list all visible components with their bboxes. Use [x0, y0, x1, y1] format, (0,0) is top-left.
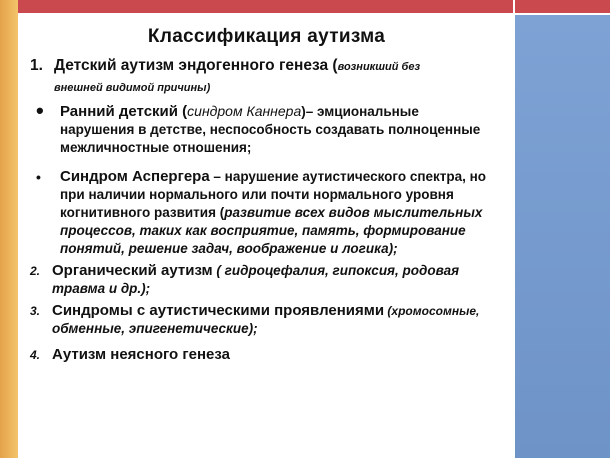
item-number: 4. — [30, 348, 41, 362]
item-heading: Органический аутизм — [52, 262, 213, 279]
item-text — [52, 302, 479, 338]
top-accent-bar — [18, 0, 515, 13]
item-tail-line2: травма и др.); — [52, 281, 151, 296]
item-number: 2. — [30, 264, 41, 278]
item-number: 1. — [30, 57, 43, 74]
item-line3: межличностные отношения; — [60, 140, 252, 155]
item-line3a: когнитивного развития ( — [60, 205, 225, 220]
item-line2: нарушения в детстве, неспособность создавать полноценные — [60, 122, 481, 137]
item-tail-line2: обменные, эпигенетические); — [52, 321, 258, 336]
item-tail-line1: ( гидроцефалия, гипоксия, родовая — [212, 263, 460, 278]
left-accent-bar — [0, 0, 18, 458]
item-text — [60, 168, 486, 258]
item-heading: Ранний детский ( — [60, 103, 188, 120]
item-line5: понятий, решение задач, воображение и логика); — [60, 241, 398, 256]
item-text — [60, 102, 480, 157]
item-heading-tail: )– эмциональные — [301, 104, 419, 119]
item-note: возникший без — [337, 61, 421, 73]
item-line3b: развитие всех видов мыслительных — [224, 205, 483, 220]
item-note-line2: внешней видимой причины) — [54, 82, 211, 94]
item-number: 3. — [30, 304, 41, 318]
item-heading-tail: – нарушение аутистического спектра, но — [209, 169, 487, 184]
slide-title: Классификация аутизма — [147, 26, 386, 47]
top-right-accent-bar — [515, 0, 610, 13]
item-heading-italic: синдром Каннера — [187, 103, 302, 119]
bullet-icon: • — [36, 169, 41, 185]
item-tail-line1: (хромосомные, — [384, 304, 480, 318]
item-line4: процессов, таких как восприятие, память, формирование — [60, 223, 466, 238]
item-text — [52, 262, 459, 298]
item-text — [52, 346, 230, 364]
item-heading: Синдромы с аутистическими проявлениями — [52, 302, 385, 319]
item-text — [54, 56, 420, 98]
bullet-icon: • — [36, 98, 44, 123]
item-heading: Аутизм неясного генеза — [52, 346, 230, 363]
top-divider — [18, 13, 515, 15]
item-heading: Синдром Аспергера — [60, 168, 210, 185]
item-line2: при наличии нормального или почти нормального уровня — [60, 187, 454, 202]
right-accent-panel — [515, 15, 610, 458]
vertical-divider — [513, 0, 515, 458]
item-heading: Детский аутизм эндогенного генеза ( — [54, 57, 338, 74]
